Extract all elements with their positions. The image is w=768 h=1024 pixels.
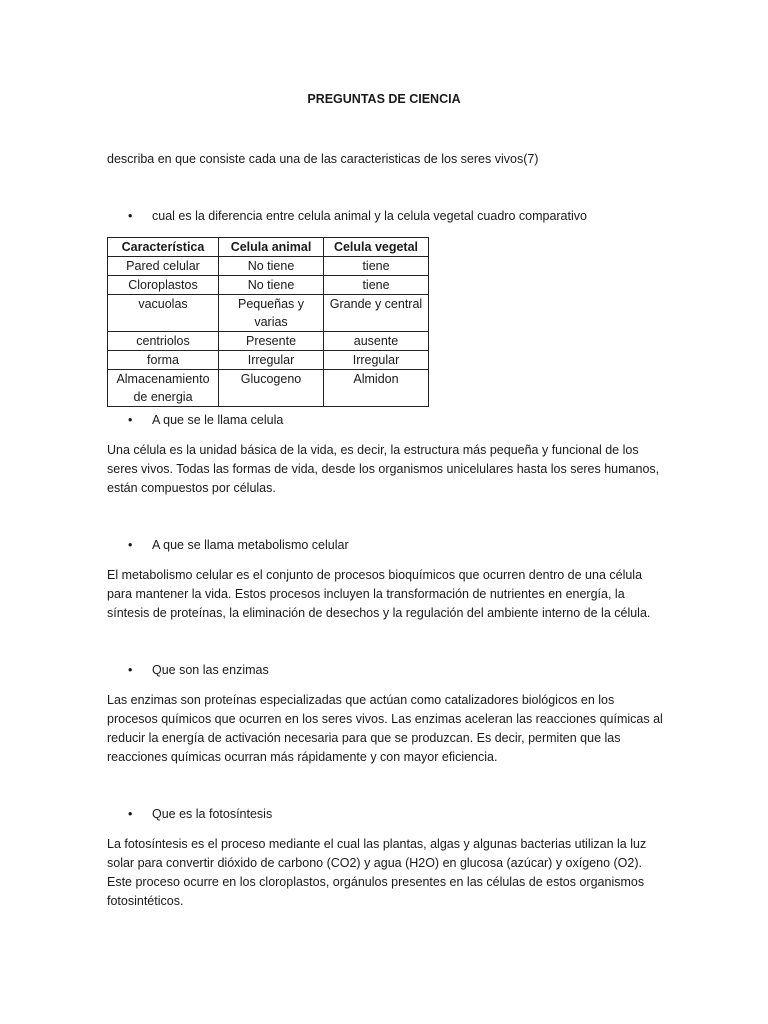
table-cell: Almidon bbox=[324, 370, 429, 407]
table-cell: Almacenamiento de energia bbox=[108, 370, 219, 407]
question-text: Que es la fotosíntesis bbox=[152, 807, 273, 821]
table-row bbox=[108, 370, 429, 407]
table-cell: Pequeñas y varias bbox=[219, 295, 324, 332]
table-cell: forma bbox=[108, 351, 219, 370]
answer-paragraph: Una célula es la unidad básica de la vida, es decir, la estructura más pequeña y funcional de los seres vivos. Todas las formas de vida, desde los organismos unicelulares hasta los seres humanos, están compuestos por células. bbox=[107, 443, 660, 495]
table-cell: Pared celular bbox=[108, 257, 219, 276]
bullet-dot: • bbox=[128, 807, 133, 821]
table-cell: tiene bbox=[324, 276, 429, 295]
table-row bbox=[108, 351, 429, 370]
table-cell: centriolos bbox=[108, 332, 219, 351]
intro-question: describa en que consiste cada una de las caracteristicas de los seres vivos(7) bbox=[107, 152, 539, 166]
table-cell: Irregular bbox=[219, 351, 324, 370]
answer-paragraph: El metabolismo celular es el conjunto de procesos bioquímicos que ocurren dentro de una célula para mantener la vida. Estos procesos incluyen la transformación de nutrientes en energía, la síntesis de proteínas, la eliminación de desechos y la regulación del ambiente interno de la célula. bbox=[107, 568, 651, 620]
question-text: Que son las enzimas bbox=[152, 663, 269, 677]
table-header-row bbox=[108, 238, 429, 257]
question-text: cual es la diferencia entre celula animal y la celula vegetal cuadro comparativo bbox=[152, 209, 587, 223]
table-row bbox=[108, 332, 429, 351]
bullet-dot: • bbox=[128, 538, 133, 552]
table-cell: vacuolas bbox=[108, 295, 219, 332]
table-cell: Glucogeno bbox=[219, 370, 324, 407]
table-cell: Grande y central bbox=[324, 295, 429, 332]
table-cell: Irregular bbox=[324, 351, 429, 370]
bullet-dot: • bbox=[128, 413, 133, 427]
table-cell: tiene bbox=[324, 257, 429, 276]
table-cell: Cloroplastos bbox=[108, 276, 219, 295]
table-header-cell: Característica bbox=[108, 238, 219, 257]
question-text: A que se le llama celula bbox=[152, 413, 284, 427]
bullet-dot: • bbox=[128, 663, 133, 677]
bullet-dot: • bbox=[128, 209, 133, 223]
table-header-cell: Celula animal bbox=[219, 238, 324, 257]
answer-paragraph: Las enzimas son proteínas especializadas que actúan como catalizadores biológicos en los procesos químicos que ocurren en los seres vivos. Las enzimas aceleran las reacciones químicas al reducir la energía de activación necesaria para que se produzcan. Es decir, permiten que las reacciones químicas ocurran más rápidamente y con mayor eficiencia. bbox=[107, 693, 663, 764]
table-cell: No tiene bbox=[219, 276, 324, 295]
question-text: A que se llama metabolismo celular bbox=[152, 538, 349, 552]
table-header-cell: Celula vegetal bbox=[324, 238, 429, 257]
page-title: PREGUNTAS DE CIENCIA bbox=[307, 92, 461, 106]
table-cell: No tiene bbox=[219, 257, 324, 276]
table-cell: Presente bbox=[219, 332, 324, 351]
table-row bbox=[108, 276, 429, 295]
comparison-table bbox=[107, 237, 429, 407]
table-row bbox=[108, 295, 429, 332]
table-row bbox=[108, 257, 429, 276]
answer-paragraph: La fotosíntesis es el proceso mediante el cual las plantas, algas y algunas bacterias utilizan la luz solar para convertir dióxido de carbono (CO2) y agua (H2O) en glucosa (azúcar) y oxígeno (O2). Este proceso ocurre en los cloroplastos, orgánulos presentes en las células de estos organismos fotosintéticos. bbox=[107, 837, 647, 908]
table-cell: ausente bbox=[324, 332, 429, 351]
